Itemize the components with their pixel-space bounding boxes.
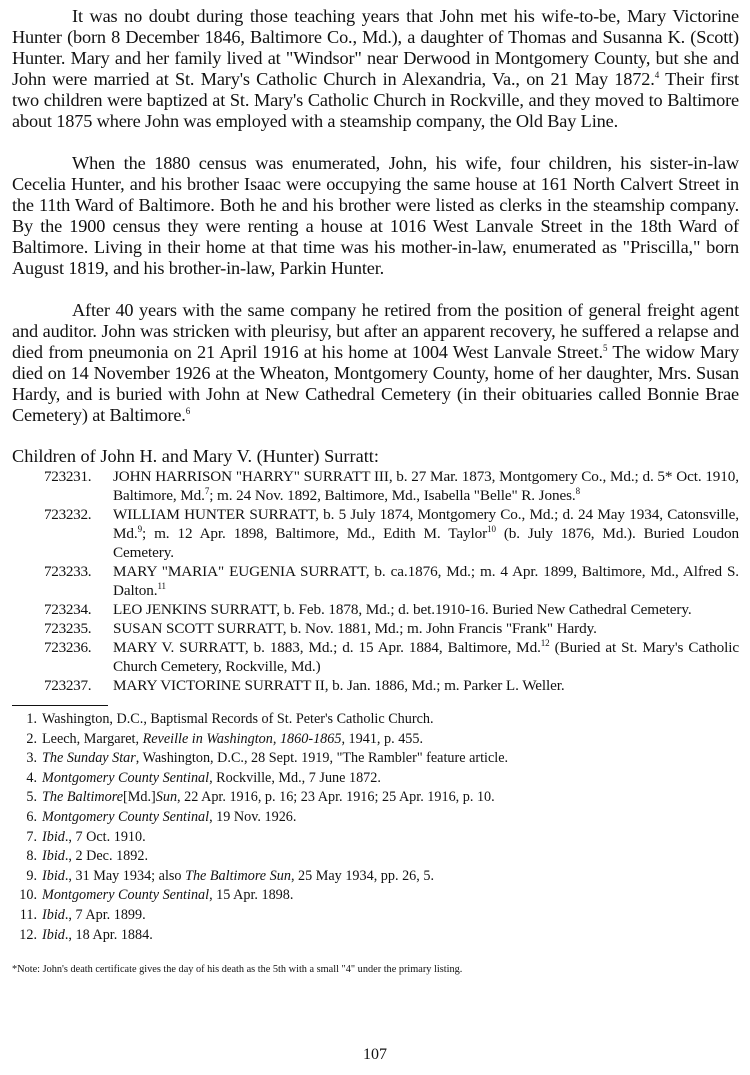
footnote-text: [42, 769, 739, 789]
footnote-number: 2.: [26, 730, 37, 747]
text-segment: WILLIAM HUNTER SURRATT, b. 5 July 1874, Montgomery Co., Md.; d. 24 May 1934, Catonsville, Md.: [113, 506, 739, 542]
child-details: [113, 562, 739, 600]
text-segment: ; m. 12 Apr. 1898, Baltimore, Md., Edith M. Taylor: [142, 525, 488, 542]
text-segment: , 15 Apr. 1898.: [209, 887, 294, 904]
footnote-reference: 5: [602, 342, 608, 353]
italic-title: Montgomery County Sentinal: [42, 887, 210, 904]
text-segment: After 40 years with the same company he retired from the position of general freight agent and auditor. John was stricken with pleurisy, but after an apparent recovery, he suffered a relapse and died from pneumonia on 21 April 1916 at his home at 1004 West Lanvale Street.: [12, 300, 739, 362]
footnote: [12, 828, 739, 848]
body-paragraph: [12, 6, 739, 132]
text-segment: JOHN HARRISON "HARRY" SURRATT III, b. 27 Mar. 1873, Montgomery Co., Md.; d. 5* Oct. 1910, Baltimore, Md.: [113, 468, 739, 504]
child-entry: [12, 600, 739, 619]
text-segment: It was no doubt during those teaching years that John met his wife-to-be, Mary Victorine Hunter (born 8 December 1846, Baltimore Co., Md.), a daughter of Thomas and Susanna K. (Scott) Hunter. Mary and her family lived at "Windsor" near Derwood in Montgomery County, but she and John were married at St. Mary's Catholic Church in Alexandria, Va., on 21 May 1872.: [12, 6, 739, 89]
footnote-number: 10.: [19, 887, 37, 904]
child-number: 723236.: [44, 639, 92, 656]
footnote-text: [42, 847, 739, 867]
text-segment: The widow Mary died on 14 November 1926 at the Wheaton, Montgomery County, home of her daughter, Mrs. Susan Hardy, and is buried with John at New Cathedral Cemetery (in their obituaries called Bonnie Brae Cemetery) at Baltimore.: [12, 342, 739, 425]
footnote: [12, 886, 739, 906]
footnote: [12, 867, 739, 887]
child-details: [113, 619, 739, 638]
footnote: [12, 906, 739, 926]
footnote-number: 1.: [26, 711, 37, 727]
footnote-number: 11.: [19, 906, 37, 923]
footnote: [12, 808, 739, 828]
footnote-reference: 11: [157, 580, 166, 591]
body-paragraph: [12, 153, 739, 279]
footnote-number: 7.: [26, 828, 37, 845]
text-segment: , 1941, p. 455.: [341, 730, 424, 747]
footnote-divider: [12, 705, 108, 706]
footnote-text: [42, 886, 739, 906]
body-text: [12, 6, 739, 426]
text-segment: Washington, D.C., Baptismal Records of St. Peter's Catholic Church.: [42, 711, 434, 727]
text-segment: MARY V. SURRATT, b. 1883, Md.; d. 15 Apr. 1884, Baltimore, Md.: [113, 639, 541, 656]
footnote: [12, 749, 739, 769]
footnote: [12, 847, 739, 867]
child-number: 723231.: [44, 468, 92, 485]
footnote-number: 6.: [26, 808, 37, 825]
text-segment: , Rockville, Md., 7 June 1872.: [209, 769, 381, 786]
text-segment: [Md.]: [123, 789, 156, 806]
footnote-text: [42, 710, 739, 730]
footnote-text: [42, 749, 739, 769]
italic-title: Sun: [155, 789, 178, 806]
italic-title: The Baltimore Sun: [185, 867, 291, 884]
footnote-reference: 9: [137, 523, 143, 534]
text-segment: Leech, Margaret,: [42, 730, 143, 747]
text-segment: (b. July 1876, Md.). Buried Loudon Cemetery.: [113, 525, 739, 561]
footnote-text: [42, 808, 739, 828]
footnote-text: [42, 926, 739, 946]
footnote-number: 3.: [26, 750, 37, 767]
italic-title: Ibid: [42, 926, 65, 943]
footnote: [12, 788, 739, 808]
text-segment: ., 7 Oct. 1910.: [64, 828, 146, 845]
footnotes-list: [12, 710, 739, 945]
italic-title: Ibid: [42, 867, 65, 884]
italic-title: Montgomery County Sentinal: [42, 769, 210, 786]
text-segment: Their first two children were baptized at St. Mary's Catholic Church in Rockville, and they moved to Baltimore about 1875 where John was employed with a steamship company, the Old Bay Line.: [12, 69, 739, 131]
italic-title: The Baltimore: [42, 789, 124, 806]
footnote-reference: 8: [575, 485, 581, 496]
child-number: 723235.: [44, 620, 92, 637]
footnote-text: [42, 906, 739, 926]
italic-title: Ibid: [42, 848, 65, 865]
footnote-text: [42, 867, 739, 887]
child-entry: [12, 676, 739, 695]
asterisk-note: *Note: John's death certificate gives the day of his death as the 5th with a small "4" under the primary listing.: [12, 964, 463, 976]
child-entry: [12, 467, 739, 505]
text-segment: ., 18 Apr. 1884.: [64, 926, 153, 943]
body-paragraph: [12, 300, 739, 426]
child-number: 723237.: [44, 677, 92, 694]
footnote-text: [42, 788, 739, 808]
footnote-number: 8.: [26, 848, 37, 865]
child-details: [113, 467, 739, 505]
footnote: [12, 769, 739, 789]
italic-title: Reveille in Washington, 1860-1865: [142, 730, 342, 747]
text-segment: ., 31 May 1934; also: [64, 867, 186, 884]
child-entry: [12, 562, 739, 600]
italic-title: Montgomery County Sentinal: [42, 808, 210, 825]
child-entry: [12, 638, 739, 676]
text-segment: When the 1880 census was enumerated, John, his wife, four children, his sister-in-law Cecelia Hunter, and his brother Isaac were occupying the same house at 161 North Calvert Street in the 11th Ward of Baltimore. Both he and his brother were listed as clerks in the steamship company. By the 1900 census they were renting a house at 1016 West Lanvale Street in the 18th Ward of Baltimore. Living in their home at that time was his mother-in-law, enumerated as "Priscilla," born August 1819, and his brother-in-law, Parkin Hunter.: [12, 153, 739, 278]
footnote-number: 4.: [26, 769, 37, 786]
footnote-reference: 10: [487, 523, 496, 534]
italic-title: The Sunday Star: [42, 750, 136, 767]
page-number: 107: [363, 1046, 387, 1063]
text-segment: , 19 Nov. 1926.: [209, 808, 297, 825]
italic-title: Ibid: [42, 828, 65, 845]
child-details: [113, 600, 739, 619]
child-details: [113, 505, 739, 562]
footnote-number: 9.: [26, 867, 37, 884]
text-segment: MARY VICTORINE SURRATT II, b. Jan. 1886, Md.; m. Parker L. Weller.: [113, 677, 565, 694]
footnote-reference: 6: [185, 405, 191, 416]
footnote: [12, 730, 739, 750]
text-segment: ., 2 Dec. 1892.: [64, 848, 148, 865]
footnote-text: [42, 730, 739, 750]
text-segment: , Washington, D.C., 28 Sept. 1919, "The Rambler" feature article.: [135, 750, 509, 767]
footnote: [12, 710, 739, 730]
text-segment: SUSAN SCOTT SURRATT, b. Nov. 1881, Md.; m. John Francis "Frank" Hardy.: [113, 620, 597, 637]
text-segment: ., 7 Apr. 1899.: [64, 906, 146, 923]
footnote-text: [42, 828, 739, 848]
text-segment: MARY "MARIA" EUGENIA SURRATT, b. ca.1876, Md.; m. 4 Apr. 1899, Baltimore, Md., Alfred S. Dalton.: [113, 563, 739, 599]
italic-title: Ibid: [42, 906, 65, 923]
text-segment: , 25 May 1934, pp. 26, 5.: [290, 867, 434, 884]
footnote: [12, 926, 739, 946]
child-number: 723233.: [44, 563, 92, 580]
children-list: [12, 467, 739, 695]
child-details: [113, 638, 739, 676]
children-heading: Children of John H. and Mary V. (Hunter) Surratt:: [12, 446, 379, 466]
footnote-number: 12.: [19, 926, 37, 943]
child-entry: [12, 619, 739, 638]
footnote-reference: 4: [654, 69, 660, 80]
text-segment: , 22 Apr. 1916, p. 16; 23 Apr. 1916; 25 Apr. 1916, p. 10.: [177, 789, 495, 806]
child-number: 723234.: [44, 601, 92, 618]
text-segment: LEO JENKINS SURRATT, b. Feb. 1878, Md.; d. bet.1910-16. Buried New Cathedral Cemetery.: [113, 601, 692, 618]
document-page: [12, 6, 739, 977]
footnote-reference: 12: [540, 637, 550, 648]
child-entry: [12, 505, 739, 562]
text-segment: (Buried at St. Mary's Catholic Church Cemetery, Rockville, Md.): [113, 639, 739, 675]
footnote-number: 5.: [26, 789, 37, 806]
footnote-reference: 7: [204, 485, 210, 496]
text-segment: ; m. 24 Nov. 1892, Baltimore, Md., Isabella "Belle" R. Jones.: [209, 487, 576, 504]
child-number: 723232.: [44, 506, 92, 523]
child-details: [113, 676, 739, 695]
